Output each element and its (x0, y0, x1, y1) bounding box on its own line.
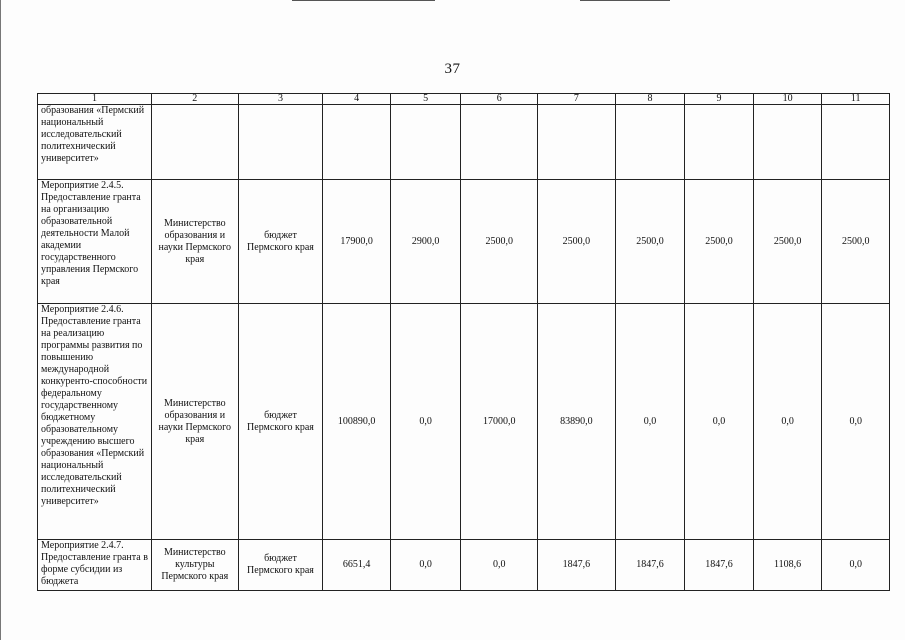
value-cell: 2500,0 (822, 180, 890, 304)
value-cell: 1108,6 (753, 540, 822, 591)
column-number: 9 (685, 94, 754, 105)
value-cell (323, 105, 391, 180)
value-cell (538, 105, 616, 180)
column-number-row (38, 94, 890, 105)
value-cell (615, 105, 685, 180)
value-cell: 0,0 (615, 304, 685, 540)
value-cell: 1847,6 (538, 540, 616, 591)
table-row (38, 105, 890, 180)
value-cell: 2500,0 (753, 180, 822, 304)
funding-source (238, 105, 323, 180)
executor: Министерство культуры Пермского края (151, 540, 238, 591)
table-row (38, 304, 890, 540)
executor (151, 105, 238, 180)
value-cell: 17000,0 (461, 304, 538, 540)
value-cell: 0,0 (461, 540, 538, 591)
value-cell: 0,0 (390, 304, 461, 540)
column-number: 4 (323, 94, 391, 105)
funding-source: бюджет Пермского края (238, 540, 323, 591)
value-cell (822, 105, 890, 180)
value-cell: 0,0 (822, 540, 890, 591)
funding-source: бюджет Пермского края (238, 180, 323, 304)
funding-source: бюджет Пермского края (238, 304, 323, 540)
column-number: 8 (615, 94, 685, 105)
scan-top-mark (580, 0, 670, 1)
value-cell: 2900,0 (390, 180, 461, 304)
value-cell (685, 105, 754, 180)
value-cell (753, 105, 822, 180)
value-cell: 1847,6 (685, 540, 754, 591)
value-cell: 6651,4 (323, 540, 391, 591)
value-cell: 2500,0 (461, 180, 538, 304)
measure-name: образования «Пермский национальный исследовательский политехнический университет» (38, 105, 152, 180)
executor: Министерство образования и науки Пермского края (151, 180, 238, 304)
value-cell: 100890,0 (323, 304, 391, 540)
measure-name: Мероприятие 2.4.5. Предоставление гранта на организацию образовательной деятельности Малой академии государственного управления Пермского края (38, 180, 152, 304)
executor: Министерство образования и науки Пермского края (151, 304, 238, 540)
table-row (38, 180, 890, 304)
value-cell: 0,0 (753, 304, 822, 540)
scan-left-edge (0, 0, 1, 640)
value-cell: 0,0 (685, 304, 754, 540)
value-cell: 0,0 (390, 540, 461, 591)
value-cell: 1847,6 (615, 540, 685, 591)
budget-table (37, 93, 890, 591)
column-number: 2 (151, 94, 238, 105)
column-number: 10 (753, 94, 822, 105)
column-number: 1 (38, 94, 152, 105)
value-cell: 83890,0 (538, 304, 616, 540)
measure-name: Мероприятие 2.4.7. Предоставление гранта в форме субсидии из бюджета (38, 540, 152, 591)
value-cell: 0,0 (822, 304, 890, 540)
measure-name: Мероприятие 2.4.6. Предоставление гранта на реализацию программы развития по повышению международной конкуренто-способности федеральному государственному бюджетному образовательному учреждению высшего образования «Пермский национальный исследовательский политехнический университет» (38, 304, 152, 540)
value-cell: 17900,0 (323, 180, 391, 304)
value-cell (390, 105, 461, 180)
column-number: 11 (822, 94, 890, 105)
column-number: 3 (238, 94, 323, 105)
value-cell: 2500,0 (538, 180, 616, 304)
value-cell: 2500,0 (615, 180, 685, 304)
column-number: 7 (538, 94, 616, 105)
scan-top-mark (292, 0, 435, 1)
column-number: 5 (390, 94, 461, 105)
value-cell: 2500,0 (685, 180, 754, 304)
value-cell (461, 105, 538, 180)
table-row (38, 540, 890, 591)
column-number: 6 (461, 94, 538, 105)
page-number: 37 (444, 61, 461, 77)
